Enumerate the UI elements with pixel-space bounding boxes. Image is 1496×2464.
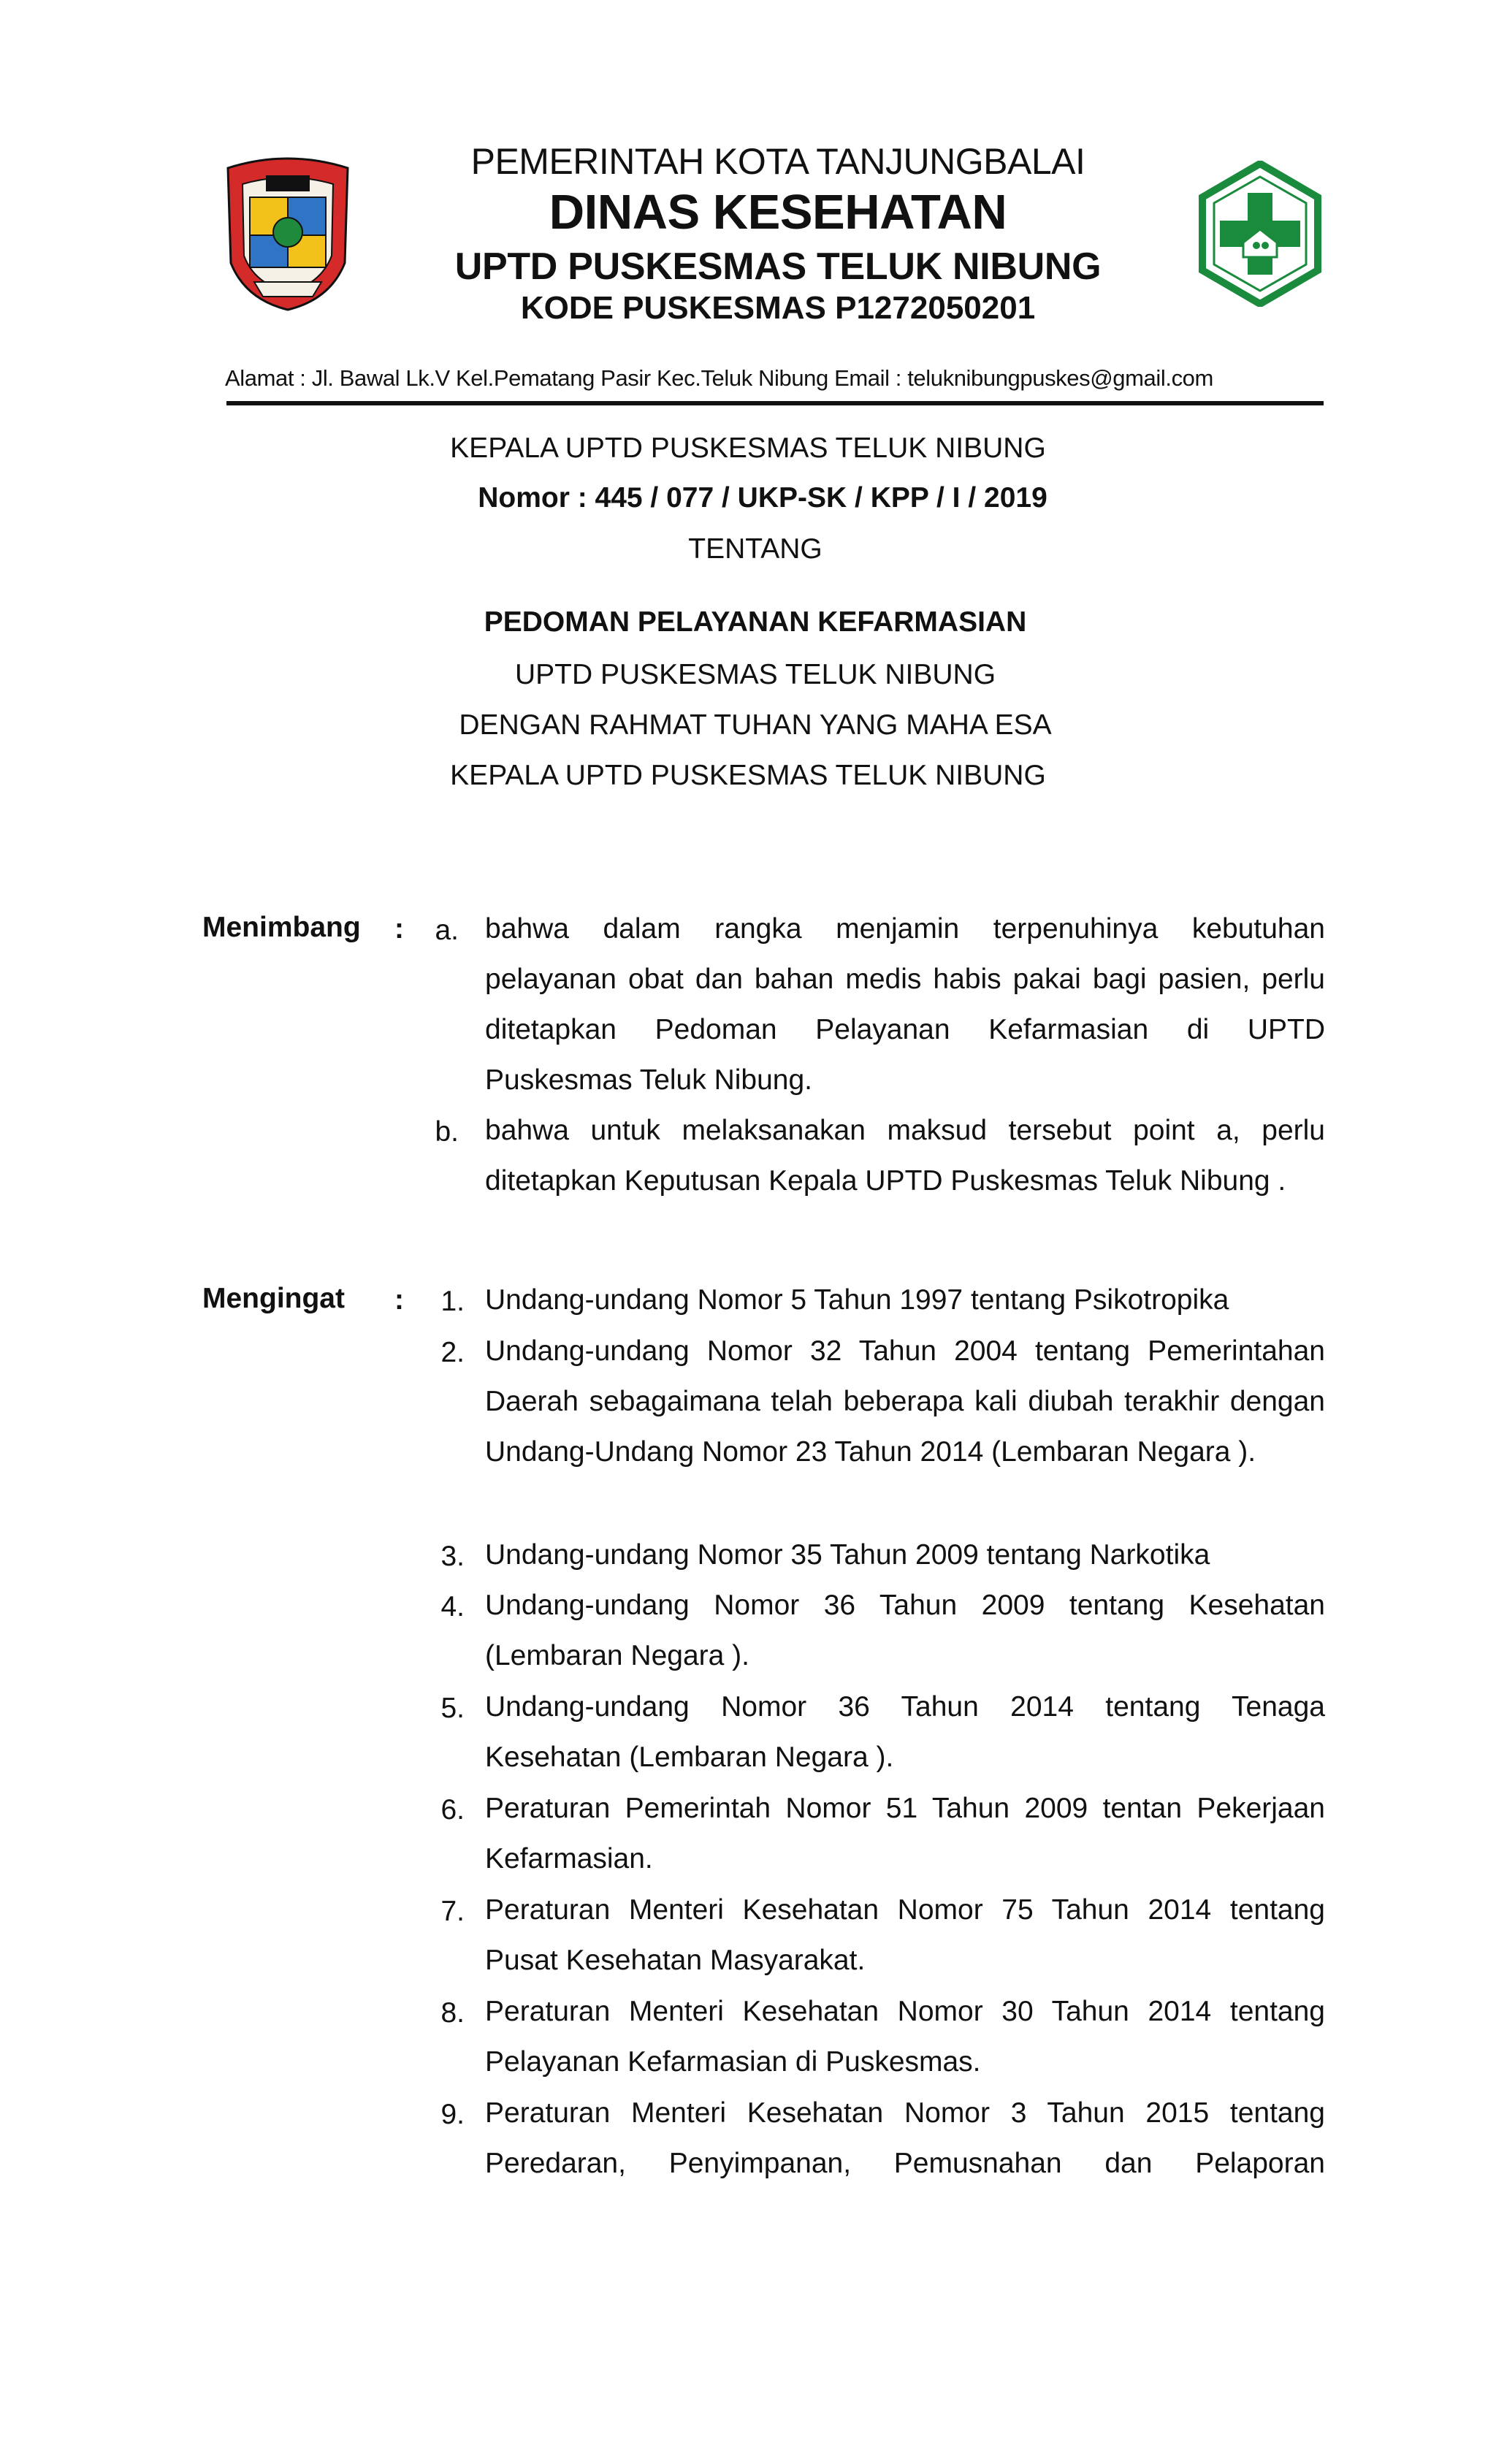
list-item-text: Peraturan Menteri Kesehatan Nomor 3 Tahun 2015 tentang Peredaran, Penyimpanan, Pemusnahan dan Pelaporan xyxy=(485,2097,1325,2179)
list-marker: 3. xyxy=(440,1541,465,1572)
puskesmas-code: KODE PUSKESMAS P1272050201 xyxy=(520,290,1036,327)
blessing-line: DENGAN RAHMAT TUHAN YANG MAHA ESA xyxy=(459,709,1052,741)
decree-number: Nomor : 445 / 077 / UKP-SK / KPP / I / 2019 xyxy=(478,482,1047,514)
letterhead xyxy=(409,143,1147,325)
about-heading: TENTANG xyxy=(688,533,823,565)
list-marker: 2. xyxy=(440,1337,465,1368)
list-item-text: Undang-undang Nomor 35 Tahun 2009 tentang Narkotika xyxy=(485,1539,1210,1571)
list-marker: 7. xyxy=(440,1896,465,1927)
agency-name: DINAS KESEHATAN xyxy=(549,185,1007,240)
list-marker: 5. xyxy=(440,1693,465,1724)
list-marker: 6. xyxy=(440,1794,465,1826)
address-line: Alamat : Jl. Bawal Lk.V Kel.Pematang Pasir Kec.Teluk Nibung Email : teluknibungpuskes@gmail.com xyxy=(225,365,1213,391)
menimbang-colon: : xyxy=(394,913,404,945)
list-item-text: Undang-undang Nomor 32 Tahun 2004 tentang Pemerintahan Daerah sebagaimana telah beberapa kali diubah terakhir dengan Undang-Undang Nomor 23 Tahun 2014 (Lembaran Negara ). xyxy=(485,1335,1325,1468)
list-marker: 4. xyxy=(440,1591,465,1622)
list-item-text: Undang-undang Nomor 5 Tahun 1997 tentang Psikotropika xyxy=(485,1284,1229,1316)
mengingat-label: Mengingat xyxy=(202,1283,345,1314)
unit-name: UPTD PUSKESMAS TELUK NIBUNG xyxy=(454,245,1102,289)
menimbang-label: Menimbang xyxy=(202,912,361,943)
list-item-text: bahwa untuk melaksanakan maksud tersebut point a, perlu ditetapkan Keputusan Kepala UPTD Puskesmas Teluk Nibung . xyxy=(485,1115,1325,1197)
mengingat-colon: : xyxy=(394,1284,404,1316)
list-item-text: Peraturan Menteri Kesehatan Nomor 30 Tahun 2014 tentang Pelayanan Kefarmasian di Puskesmas. xyxy=(485,1996,1325,2078)
city-emblem-logo xyxy=(221,153,355,313)
list-item-text: Undang-undang Nomor 36 Tahun 2009 tentang Kesehatan (Lembaran Negara ). xyxy=(485,1590,1325,1671)
list-marker: 9. xyxy=(440,2099,465,2130)
subject-subtitle: UPTD PUSKESMAS TELUK NIBUNG xyxy=(514,659,996,690)
list-item-text: Peraturan Menteri Kesehatan Nomor 75 Tahun 2014 tentang Pusat Kesehatan Masyarakat. xyxy=(485,1894,1325,1976)
letterhead-divider xyxy=(226,401,1324,405)
issuer-repeat: KEPALA UPTD PUSKESMAS TELUK NIBUNG xyxy=(450,760,1046,791)
list-item-text: Peraturan Pemerintah Nomor 51 Tahun 2009 tentan Pekerjaan Kefarmasian. xyxy=(485,1793,1325,1874)
list-marker: 1. xyxy=(440,1286,465,1317)
government-name: PEMERINTAH KOTA TANJUNGBALAI xyxy=(470,141,1085,182)
list-marker: a. xyxy=(435,915,459,946)
list-item-text: bahwa dalam rangka menjamin terpenuhinya kebutuhan pelayanan obat dan bahan medis habis pakai bagi pasien, perlu ditetapkan Pedoman Pelayanan Kefarmasian di UPTD Puskesmas Teluk Nibung. xyxy=(485,913,1325,1096)
list-marker: b. xyxy=(435,1116,459,1148)
puskesmas-logo xyxy=(1198,161,1322,307)
list-item-text: Undang-undang Nomor 36 Tahun 2014 tentang Tenaga Kesehatan (Lembaran Negara ). xyxy=(485,1691,1325,1773)
list-marker: 8. xyxy=(440,1997,465,2029)
issuer-title: KEPALA UPTD PUSKESMAS TELUK NIBUNG xyxy=(450,432,1046,464)
subject-title: PEDOMAN PELAYANAN KEFARMASIAN xyxy=(484,606,1027,638)
